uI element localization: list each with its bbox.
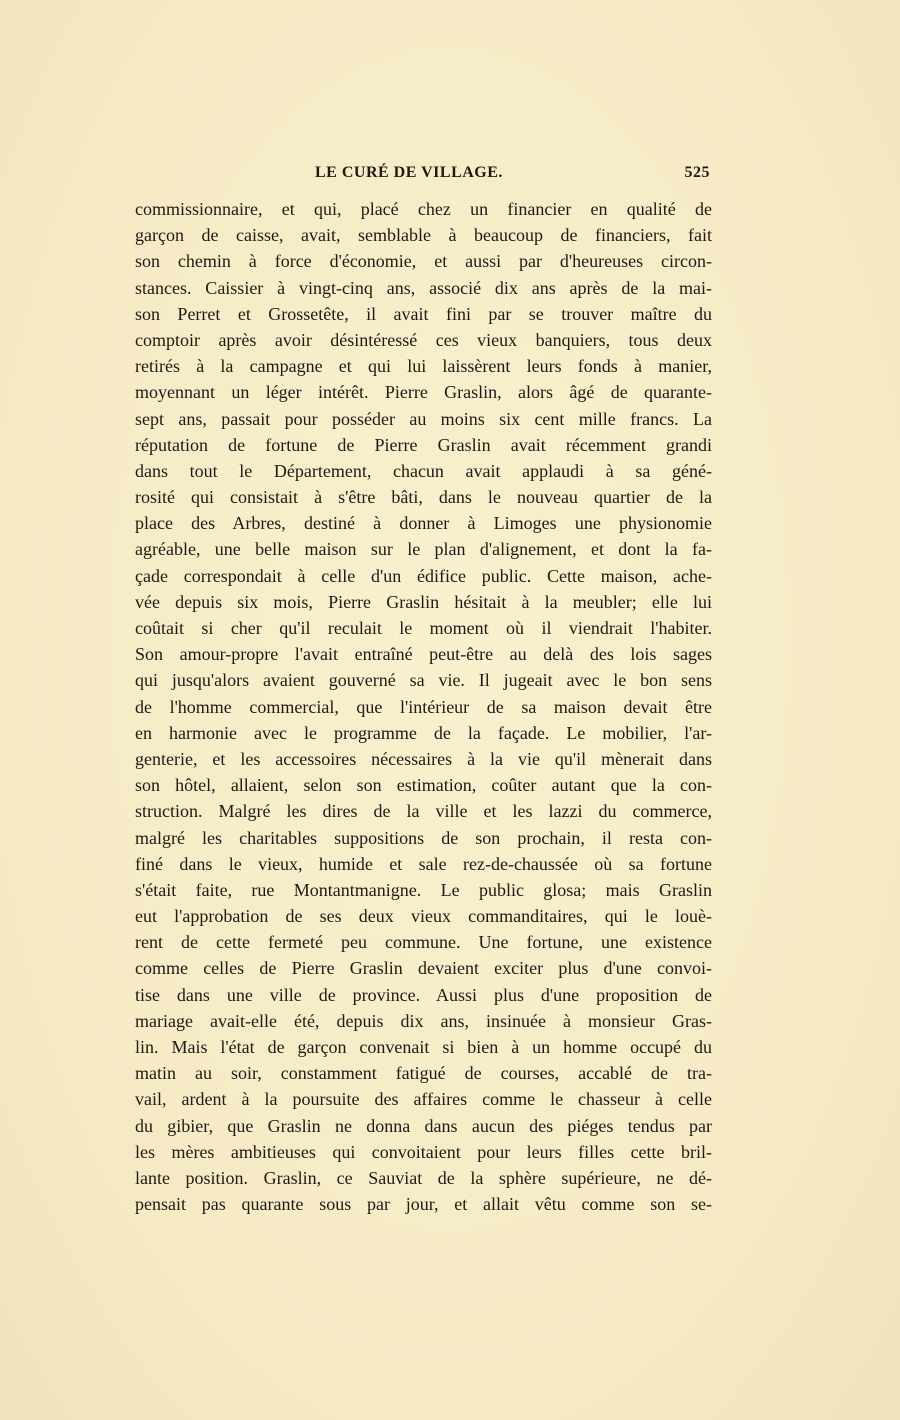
text-line: stances. Caissier à vingt-cinq ans, associé dix ans après de la mai- bbox=[135, 277, 712, 298]
text-line: qui jusqu'alors avaient gouverné sa vie. Il jugeait avec le bon sens bbox=[135, 670, 712, 691]
text-line: agréable, une belle maison sur le plan d'alignement, et dont la fa- bbox=[135, 539, 712, 560]
text-line: matin au soir, constamment fatigué de courses, accablé de tra- bbox=[135, 1063, 712, 1084]
text-line: çade correspondait à celle d'un édifice public. Cette maison, ache- bbox=[135, 565, 712, 586]
running-header bbox=[135, 162, 712, 186]
text-line: mariage avait-elle été, depuis dix ans, insinuée à monsieur Gras- bbox=[135, 1010, 712, 1031]
text-line: coûtait si cher qu'il reculait le moment où il viendrait l'habiter. bbox=[135, 618, 712, 638]
text-line: sept ans, passait pour posséder au moins six cent mille francs. La bbox=[135, 408, 712, 429]
text-line: rosité qui consistait à s'être bâti, dans le nouveau quartier de la bbox=[135, 487, 712, 508]
text-line: finé dans le vieux, humide et sale rez-de-chaussée où sa fortune bbox=[135, 853, 712, 874]
text-line: struction. Malgré les dires de la ville et les lazzi du commerce, bbox=[135, 801, 712, 822]
text-line: son chemin à force d'économie, et aussi par d'heureuses circon- bbox=[135, 251, 712, 272]
text-line: tise dans une ville de province. Aussi plus d'une proposition de bbox=[135, 984, 712, 1005]
text-line: commissionnaire, et qui, placé chez un financier en qualité de bbox=[135, 199, 712, 219]
text-line: Son amour-propre l'avait entraîné peut-être au delà des lois sages bbox=[135, 644, 712, 665]
text-line: comme celles de Pierre Graslin devaient exciter plus d'une convoi- bbox=[135, 958, 712, 979]
text-line: garçon de caisse, avait, semblable à beaucoup de financiers, fait bbox=[135, 225, 712, 246]
text-line: eut l'approbation de ses deux vieux commanditaires, qui le louè- bbox=[135, 906, 712, 927]
text-line: dans tout le Département, chacun avait applaudi à sa géné- bbox=[135, 460, 712, 481]
text-line: retirés à la campagne et qui lui laissèrent leurs fonds à manier, bbox=[135, 356, 712, 377]
text-line: moyennant un léger intérêt. Pierre Graslin, alors âgé de quarante- bbox=[135, 382, 712, 403]
text-line: malgré les charitables suppositions de son prochain, il resta con- bbox=[135, 827, 712, 848]
text-line: place des Arbres, destiné à donner à Limoges une physionomie bbox=[135, 513, 712, 534]
body-text bbox=[135, 196, 712, 1217]
text-line: vée depuis six mois, Pierre Graslin hésitait à la meubler; elle lui bbox=[135, 591, 712, 612]
text-line: son hôtel, allaient, selon son estimation, coûter autant que la con- bbox=[135, 775, 712, 796]
text-line: en harmonie avec le programme de la façade. Le mobilier, l'ar- bbox=[135, 722, 712, 743]
text-line: lante position. Graslin, ce Sauviat de la sphère supérieure, ne dé- bbox=[135, 1167, 712, 1188]
text-line: comptoir après avoir désintéressé ces vieux banquiers, tous deux bbox=[135, 329, 712, 350]
text-line: rent de cette fermeté peu commune. Une fortune, une existence bbox=[135, 932, 712, 953]
text-line: son Perret et Grossetête, il avait fini par se trouver maître du bbox=[135, 303, 712, 324]
text-line: genterie, et les accessoires nécessaires à la vie qu'il mènerait dans bbox=[135, 748, 712, 769]
text-line: s'était faite, rue Montantmanigne. Le public glosa; mais Graslin bbox=[135, 879, 712, 900]
text-line: les mères ambitieuses qui convoitaient pour leurs filles cette bril- bbox=[135, 1141, 712, 1162]
running-title: LE CURÉ DE VILLAGE. bbox=[315, 164, 503, 181]
text-line: réputation de fortune de Pierre Graslin avait récemment grandi bbox=[135, 434, 712, 455]
text-line: du gibier, que Graslin ne donna dans aucun des piéges tendus par bbox=[135, 1115, 712, 1136]
text-line: pensait pas quarante sous par jour, et allait vêtu comme son se- bbox=[135, 1194, 712, 1215]
text-line: de l'homme commercial, que l'intérieur de sa maison devait être bbox=[135, 696, 712, 717]
page-number: 525 bbox=[684, 164, 710, 181]
text-line: lin. Mais l'état de garçon convenait si bien à un homme occupé du bbox=[135, 1037, 712, 1057]
text-line: vail, ardent à la poursuite des affaires comme le chasseur à celle bbox=[135, 1089, 712, 1110]
